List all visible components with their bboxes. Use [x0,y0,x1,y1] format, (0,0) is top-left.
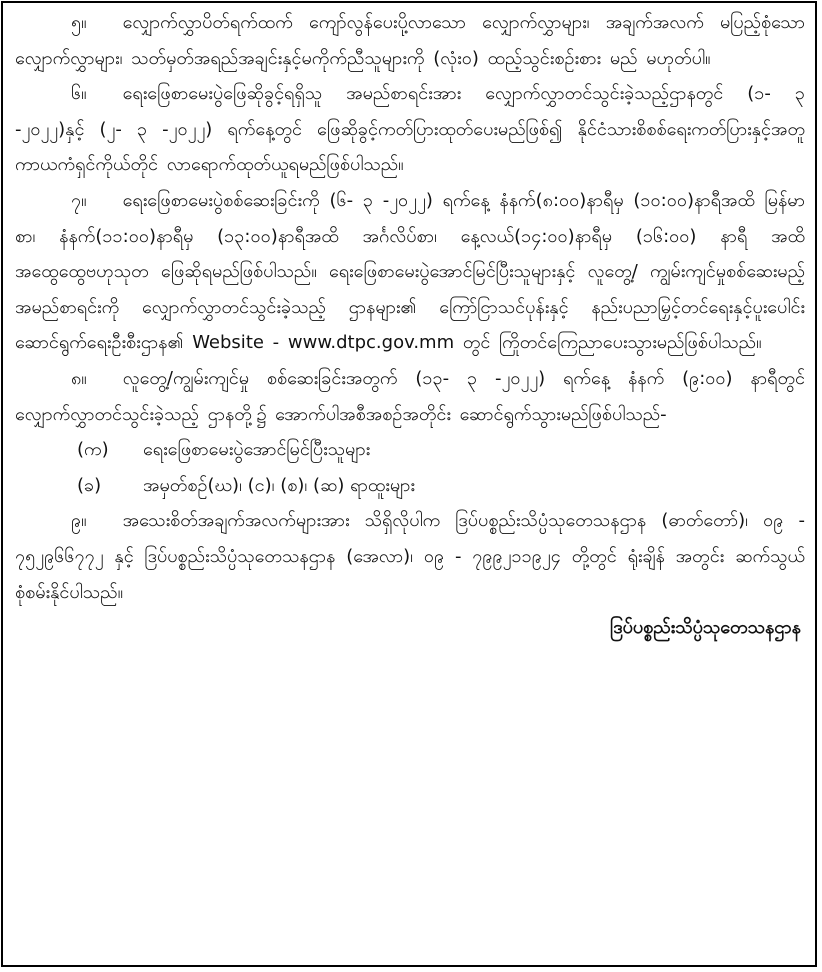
paragraph-number: ၉။ [71,510,87,532]
sub-item-kha [15,468,805,504]
paragraph-text: ရေးဖြေစာမေးပွဲဖြေဆိုခွင့်ရရှိသူ အမည်စာရင်းအား လျှောက်လွှာတင်သွင်းခဲ့သည့်ဌာနတွင် (၁- ၃ -၂၀၂၂)နှင့် (၂- ၃ -၂၀၂၂) ရက်နေ့တွင် ဖြေဆိုခွင့်ကတ်ပြားထုတ်ပေးမည်ဖြစ်၍ နိုင်ငံသားစိစစ်ရေးကတ်ပြားနှင့်အတူ ကာယကံရှင်ကိုယ်တိုင် လာရောက်ထုတ်ယူရမည်ဖြစ်ပါသည်။ [15,83,805,176]
sub-item-text: အမှတ်စဉ်(ဃ)၊ (င)၊ (စ)၊ (ဆ) ရာထူးများ [143,474,415,496]
paragraph-number: ၈။ [71,367,87,389]
sub-item-ka [15,432,805,468]
paragraph-number: ၇။ [71,189,87,211]
paragraph-7 [15,183,805,361]
paragraph-text: လျှောက်လွှာပိတ်ရက်ထက် ကျော်လွန်ပေးပို့လာသော လျှောက်လွှာများ၊ အချက်အလက် မပြည့်စုံသောလျှောက်လွှာများ၊ သတ်မှတ်အရည်အချင်းနှင့်မကိုက်ညီသူများကို (လုံး၀) ထည့်သွင်းစဉ်းစား မည် မဟုတ်ပါ။ [15,12,805,69]
paragraph-number: ၆။ [71,83,87,105]
sub-item-marker: (က) [77,439,109,461]
paragraph-text: လူတွေ့/ကျွမ်းကျင်မှု စစ်ဆေးခြင်းအတွက် (၁၃- ၃ -၂၀၂၂) ရက်နေ့ နံနက် (၉:၀၀) နာရီတွင် လျှောက်လွှာတင်သွင်းခဲ့သည့် ဌာနတို့၌ အောက်ပါအစီအစဉ်အတိုင်း ဆောင်ရွက်သွားမည်ဖြစ်ပါသည်- [15,367,805,425]
paragraph-text: ရေးဖြေစာမေးပွဲစစ်ဆေးခြင်းကို (၆- ၃ -၂၀၂၂) ရက်နေ့ နံနက်(၈:၀၀)နာရီမှ (၁၀:၀၀)နာရီအထိ မြန်မာစာ၊ နံနက်(၁၁:၀၀)နာရီမှ (၁၃:၀၀)နာရီအထိ အင်္ဂလိပ်စာ၊ နေ့လယ်(၁၄:၀၀)နာရီမှ (၁၆:၀၀) နာရီ အထိ အထွေထွေဗဟုသုတ ဖြေဆိုရမည်ဖြစ်ပါသည်။ ရေးဖြေစာမေးပွဲအောင်မြင်ပြီးသူများနှင့် လူတွေ့/ ကျွမ်းကျင်မှုစစ်ဆေးမည့် အမည်စာရင်းကို လျှောက်လွှာတင်သွင်းခဲ့သည့် ဌာနများ၏ ကြော်ငြာသင်ပုန်းနှင့် နည်းပညာမြှင့်တင်ရေးနှင့်ပူးပေါင်းဆောင်ရွက်ရေးဦးစီးဌာန၏ Website - www.dtpc.gov.mm တွင် ကြိုတင်ကြေညာပေးသွားမည်ဖြစ်ပါသည်။ [15,189,805,354]
paragraph-number: ၅။ [71,12,87,33]
paragraph-5 [15,5,805,76]
paragraph-9 [15,503,805,610]
notice-panel [1,1,817,967]
signature-department: ဒြပ်ပစ္စည်းသိပ္ပံသုတေသနဌာန [610,617,801,639]
paragraph-6 [15,76,805,183]
sub-item-marker: (ခ) [77,474,102,496]
sub-item-text: ရေးဖြေစာမေးပွဲအောင်မြင်ပြီးသူများ [143,439,371,461]
paragraph-8 [15,361,805,432]
paragraph-text: အသေးစိတ်အချက်အလက်များအား သိရှိလိုပါက ဒြပ်ပစ္စည်းသိပ္ပံသုတေသနဌာန (ဓာတ်တော်)၊ ၀၉ - ၇၅၂၉၆၆၇၇၂ နှင့် ဒြပ်ပစ္စည်းသိပ္ပံသုတေသနဌာန (အေလာ)၊ ၀၉ - ၇၉၉၂၁၁၉၂၄ တို့တွင် ရုံးချိန် အတွင်း ဆက်သွယ်စုံစမ်းနိုင်ပါသည်။ [15,510,805,603]
